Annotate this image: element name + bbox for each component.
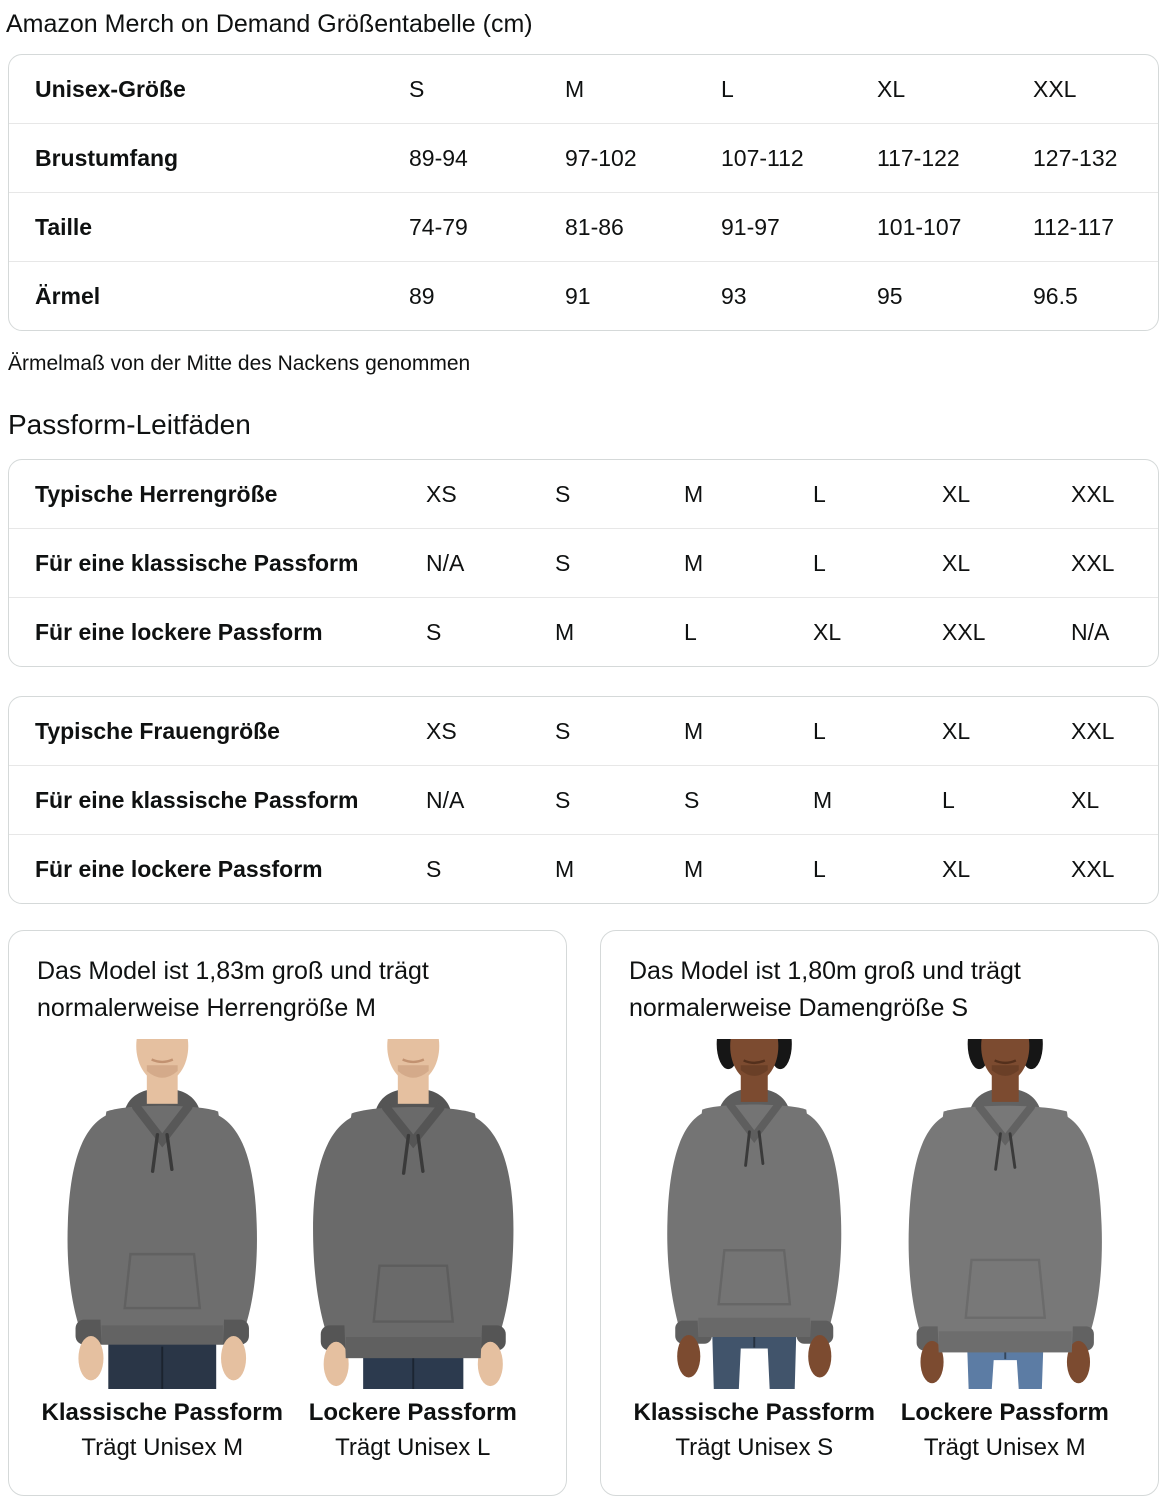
fit-cell: S (555, 718, 571, 744)
fit-cell: XL (813, 619, 842, 645)
fit-label: Klassische Passform (633, 1399, 875, 1426)
fit-table-men (8, 459, 1159, 667)
fit-cell: M (555, 619, 575, 645)
model-card-men (8, 930, 567, 1496)
row-label: Für eine klassische Passform (35, 787, 359, 813)
fit-label: Lockere Passform (308, 1399, 517, 1426)
size-cell: 117-122 (877, 145, 960, 171)
fit-cell: N/A (426, 550, 465, 576)
table-row (9, 765, 1158, 834)
model-photo-male-classic-fit (37, 1039, 288, 1389)
table-row (9, 597, 1158, 666)
model-description: Das Model ist 1,83m groß und trägt normalerweise Herrengröße M (37, 957, 429, 1022)
table-row (9, 528, 1158, 597)
table-row (9, 460, 1158, 528)
fit-cell: L (942, 787, 955, 813)
model-photo-male-loose-fit (288, 1039, 539, 1389)
row-label: Unisex-Größe (35, 76, 186, 102)
row-label: Für eine lockere Passform (35, 619, 323, 645)
fit-cell: XXL (1071, 856, 1115, 882)
size-cell: 112-117 (1033, 214, 1114, 240)
model-photo-female-loose-fit (880, 1039, 1131, 1389)
fit-cell: L (813, 550, 826, 576)
fit-cell: M (684, 550, 704, 576)
fit-cell: L (813, 856, 826, 882)
size-cell: XXL (1033, 76, 1077, 102)
fit-cell: XL (942, 550, 971, 576)
fit-cell: M (684, 481, 704, 507)
row-label: Für eine klassische Passform (35, 550, 359, 576)
table-row (9, 192, 1158, 261)
size-cell: 107-112 (721, 145, 804, 171)
model-figure (288, 1039, 539, 1465)
row-label: Ärmel (35, 283, 101, 309)
figure-row (37, 1039, 538, 1465)
size-cell: 127-132 (1033, 145, 1118, 171)
table-row (9, 834, 1158, 903)
size-cell: 81-86 (565, 214, 624, 240)
table-row (9, 123, 1158, 192)
row-label: Typische Frauengröße (35, 718, 280, 744)
fit-cell: XL (942, 481, 971, 507)
worn-size-label: Trägt Unisex M (923, 1434, 1086, 1461)
fit-cell: XL (1071, 787, 1100, 813)
fit-cell: L (813, 481, 826, 507)
size-cell: 89-94 (409, 145, 468, 171)
fit-cell: S (426, 619, 442, 645)
fit-label: Lockere Passform (900, 1399, 1109, 1426)
size-cell: 74-79 (409, 214, 468, 240)
model-photo-female-classic-fit (629, 1039, 880, 1389)
size-cell: 91 (565, 283, 591, 309)
worn-size-label: Trägt Unisex S (675, 1434, 834, 1461)
model-figure (880, 1039, 1131, 1465)
fit-label: Klassische Passform (41, 1399, 283, 1426)
size-cell: 91-97 (721, 214, 780, 240)
model-description: Das Model ist 1,80m groß und trägt normalerweise Damengröße S (629, 957, 1021, 1022)
model-cards (8, 930, 1159, 1496)
fit-cell: M (813, 787, 833, 813)
fit-cell: M (555, 856, 575, 882)
fit-table-women (8, 696, 1159, 904)
model-card-women (600, 930, 1159, 1496)
fit-cell: S (555, 787, 571, 813)
fit-cell: L (684, 619, 697, 645)
size-cell: 95 (877, 283, 903, 309)
fit-cell: N/A (1071, 619, 1110, 645)
fit-cell: S (555, 550, 571, 576)
size-cell: XL (877, 76, 906, 102)
fit-cell: XXL (1071, 718, 1115, 744)
table-row (9, 55, 1158, 123)
fit-cell: M (684, 856, 704, 882)
row-label: Für eine lockere Passform (35, 856, 323, 882)
table-row (9, 697, 1158, 765)
row-label: Taille (35, 214, 93, 240)
size-table (8, 54, 1159, 331)
worn-size-label: Trägt Unisex M (81, 1434, 244, 1461)
fit-cell: XS (426, 481, 457, 507)
size-cell: S (409, 76, 425, 102)
fit-cell: S (555, 481, 571, 507)
size-cell: 89 (409, 283, 435, 309)
table-row (9, 261, 1158, 330)
fit-cell: XS (426, 718, 457, 744)
figure-row (629, 1039, 1130, 1465)
model-figure (37, 1039, 288, 1465)
fit-cell: XL (942, 718, 971, 744)
size-cell: 93 (721, 283, 747, 309)
fit-cell: XXL (1071, 481, 1115, 507)
row-label: Brustumfang (35, 145, 179, 171)
row-label: Typische Herrengröße (35, 481, 278, 507)
model-figure (629, 1039, 880, 1465)
fit-cell: L (813, 718, 826, 744)
size-cell: L (721, 76, 734, 102)
fit-cell: N/A (426, 787, 465, 813)
fit-cell: XXL (942, 619, 986, 645)
size-cell: 101-107 (877, 214, 962, 240)
page-title: Amazon Merch on Demand Größentabelle (cm) (6, 10, 533, 38)
fit-cell: XL (942, 856, 971, 882)
size-cell: 97-102 (565, 145, 637, 171)
section-heading: Passform-Leitfäden (8, 409, 251, 440)
fit-cell: S (426, 856, 442, 882)
worn-size-label: Trägt Unisex L (335, 1434, 491, 1461)
fit-cell: XXL (1071, 550, 1115, 576)
fit-cell: S (684, 787, 700, 813)
fit-cell: M (684, 718, 704, 744)
sleeve-measure-note: Ärmelmaß von der Mitte des Nackens genommen (8, 352, 471, 375)
size-cell: 96.5 (1033, 283, 1078, 309)
size-cell: M (565, 76, 585, 102)
